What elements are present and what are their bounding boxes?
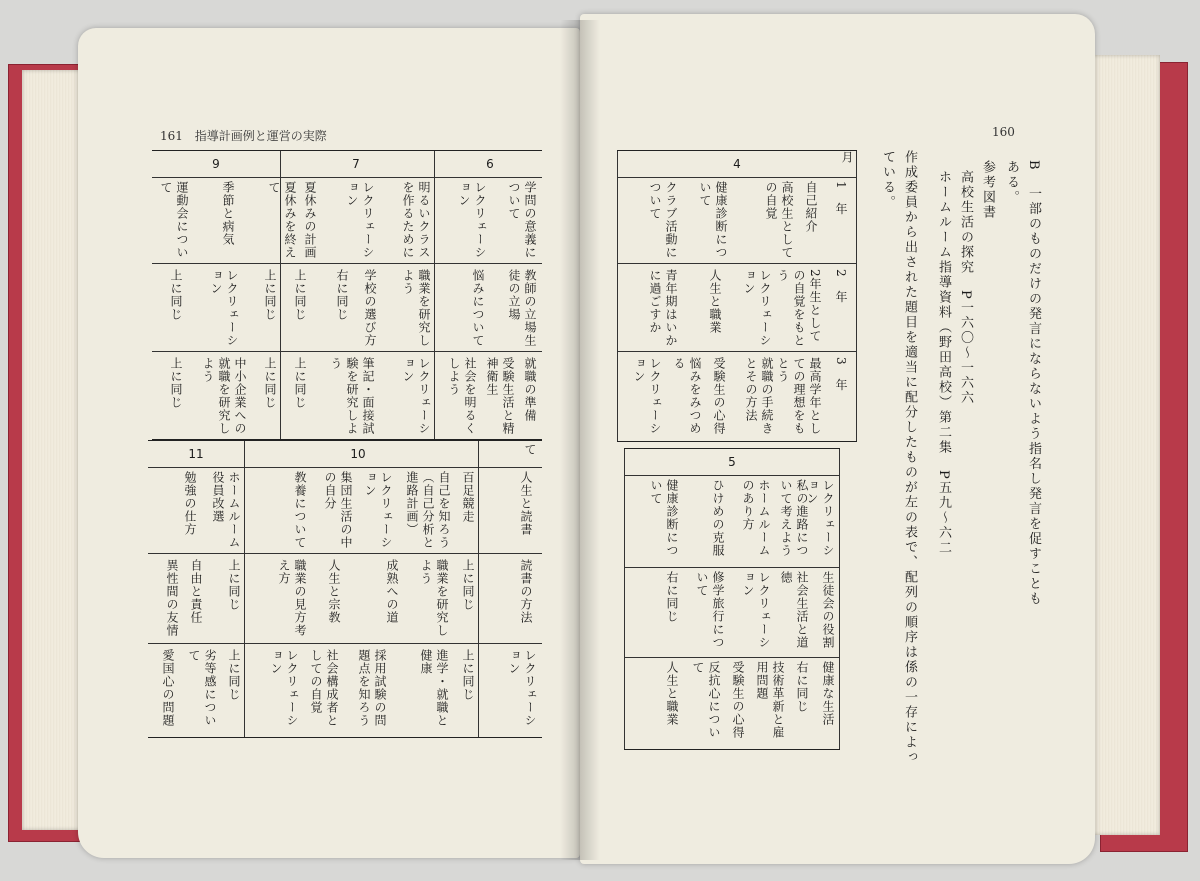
table-cell: 技術革新と雇用問題 (755, 661, 785, 739)
table-cell: 上に同じ (293, 357, 307, 409)
month-9: 9 (212, 157, 220, 171)
table-cell: レクリェーション (805, 479, 835, 557)
month-7: 7 (352, 157, 360, 171)
table-cell: 就職の準備 (523, 357, 537, 422)
table-cell: レクリェーション (742, 269, 772, 347)
table-cell: レクリェーション (507, 649, 537, 727)
table-cell: レクリェーション (345, 181, 375, 259)
table-cell: 異性間の友情 (165, 559, 179, 637)
table-cell: 愛国心の問題 (161, 649, 175, 727)
table-cell: 筆記・面接試験を研究しよう (329, 357, 375, 435)
table-cell: ホームルーム役員改選 (211, 471, 241, 549)
table-cell: 受験生の心得 (731, 661, 745, 739)
table-cell: 職業を研究しよう (419, 559, 449, 637)
table-cell: クラブ活動について (648, 181, 678, 259)
right-page-number: 160 (992, 125, 1015, 139)
month-5: 5 (728, 455, 736, 469)
table-cell: 自己紹介 (804, 181, 818, 233)
table-cell: 健康診断について (698, 181, 728, 259)
table-cell: 右に同じ (795, 661, 809, 713)
table-cell: 就職の手続きとその方法 (744, 357, 774, 435)
right-text-col5: 作成委員から出された題目を適当に配分したものが左の表で、配列の順序は係の一存によっ (902, 150, 917, 765)
table-cell: 季節と病気 (221, 181, 235, 246)
table-cell: 教養について (293, 471, 307, 549)
table-cell: 上に同じ (293, 269, 307, 321)
table-cell: 社会生活と道徳 (779, 571, 809, 649)
table-cell: 学問の意義について (507, 181, 537, 259)
table-cell: 青年期はいかに過ごすか (648, 269, 678, 347)
table-cell: 人生と読書 (519, 471, 533, 536)
table-cell: 中小企業への就職を研究しよう (201, 357, 247, 435)
month-label: 月 (840, 151, 854, 164)
table-cell: 私の進路について考えよう (779, 479, 809, 557)
month-10: 10 (350, 447, 366, 461)
left-upper-table (152, 150, 542, 440)
table-cell: 集団生活の中の自分 (323, 471, 353, 549)
table-cell: 右に同じ (335, 269, 349, 321)
grade1-label: 1 年 (834, 181, 848, 216)
left-page-title: 指導計画例と運営の実際 (194, 129, 327, 143)
table-cell: 勉強の仕方 (183, 471, 197, 536)
table-cell: 職業の見方考え方 (277, 559, 307, 637)
table-cell: 上に同じ (227, 559, 241, 611)
table-cell: 採用試験の問題点を知ろう (357, 649, 387, 727)
left-page-header (160, 127, 327, 144)
table-cell: 最高学年としての理想をもとう (776, 357, 822, 435)
table-cell: 人生と職業 (708, 269, 722, 334)
table-cell: ひけめの克服 (711, 479, 725, 557)
table-cell: 読書の方法 (519, 559, 533, 624)
table-cell: 夏休みを終えて (267, 181, 297, 259)
table-cell: 職業を研究しよう (401, 269, 431, 347)
table-cell: 社会構成者としての自覚 (309, 649, 339, 727)
table-cell: 受験生の心得 (712, 357, 726, 435)
grade3-label: 3 年 (834, 357, 848, 392)
table-cell: 明るいクラスを作るために (401, 181, 431, 259)
table-cell: 健康な生活 (821, 661, 835, 726)
table-cell: 社会を明るくしよう (447, 357, 477, 435)
table-cell: 修学旅行について (695, 571, 725, 649)
table-cell: 悩みをみつめる (672, 357, 702, 435)
table-cell: レクリェーション (741, 571, 771, 649)
right-text-col6: ている。 (880, 150, 895, 210)
table-cell: レクリェーション (269, 649, 299, 727)
table-cell: 2年生としての自覚をもとう (776, 269, 822, 347)
grade2-label: 2 年 (834, 269, 848, 304)
table-cell: レクリェーション (632, 357, 662, 435)
table-cell: 人生と宗教 (327, 559, 341, 624)
table-cell: 悩みについて (471, 269, 485, 347)
right-text-col1: B 一部のものだけの発言にならないよう指名し発言を促すこともある。 (1004, 160, 1041, 607)
table-cell: 上に同じ (461, 649, 475, 701)
table-cell: 受験生活と精神衛生 (485, 357, 515, 435)
table-cell: 生徒会の役割 (821, 571, 835, 649)
table-cell: て (523, 443, 537, 456)
table-cell: 夏休みの計画 (303, 181, 317, 259)
right-lower-table (624, 448, 840, 750)
table-cell: 教師の立場生徒の立場 (507, 269, 537, 347)
left-page-number: 161 (160, 129, 183, 143)
left-lower-table (148, 440, 542, 738)
table-cell: 右に同じ (665, 571, 679, 623)
right-upper-table (617, 150, 857, 442)
table-cell: 上に同じ (461, 559, 475, 611)
table-cell: 反抗心について (691, 661, 721, 739)
table-cell: 運動会について (159, 181, 189, 259)
table-cell: 上に同じ (169, 269, 183, 321)
month-6: 6 (486, 157, 494, 171)
table-cell: 高校生としての自覚 (764, 181, 794, 259)
table-cell: 劣等感について (187, 649, 217, 727)
table-cell: 上に同じ (263, 357, 277, 409)
table-cell: 自己を知ろう（自己分析と進路計画） (405, 471, 451, 549)
table-cell: 上に同じ (263, 269, 277, 321)
right-text-col4: ホームルーム指導資料（野田高校）第二集 P五九〜六二 (936, 170, 951, 556)
table-cell: 上に同じ (227, 649, 241, 701)
book-gutter (560, 20, 600, 860)
right-text-col2: 参考図書 (980, 160, 995, 220)
month-4: 4 (733, 157, 741, 171)
table-cell: 成熟への道 (385, 559, 399, 624)
table-cell: 進学・就職と健康 (419, 649, 449, 727)
table-cell: レクリェーション (457, 181, 487, 259)
table-cell: ホームルームのあり方 (741, 479, 771, 557)
table-cell: 百足競走 (461, 471, 475, 523)
table-cell: 健康診断について (649, 479, 679, 557)
table-cell: 上に同じ (169, 357, 183, 409)
right-text-col3: 高校生活の探究 P一六〇〜一六六 (958, 170, 973, 406)
table-cell: 自由と責任 (189, 559, 203, 624)
table-cell: レクリェーション (209, 269, 239, 347)
table-cell: レクリェーション (401, 357, 431, 435)
month-11: 11 (188, 447, 204, 461)
table-cell: 人生と職業 (665, 661, 679, 726)
table-cell: 学校の選び方 (363, 269, 377, 347)
table-cell: レクリェーション (363, 471, 393, 549)
